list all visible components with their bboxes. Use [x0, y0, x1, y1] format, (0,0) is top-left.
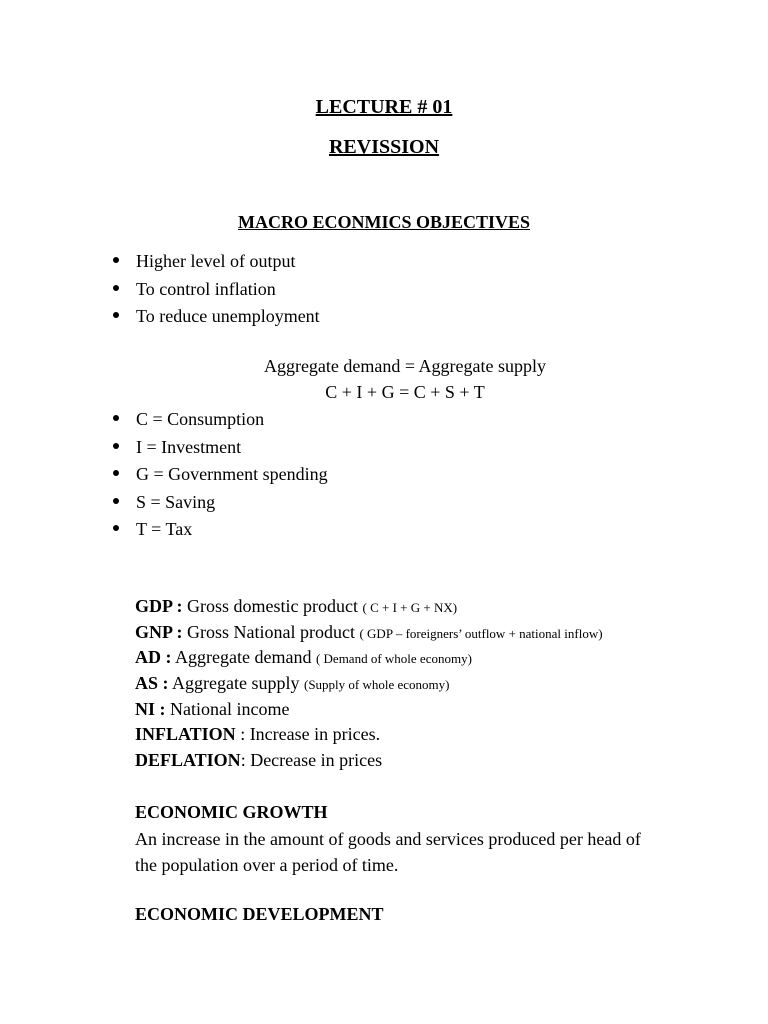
definition-note: ( GDP – foreigners’ outflow + national inflow) [359, 625, 603, 641]
definitions-block [135, 595, 603, 775]
revision-title: REVISSION [328, 136, 440, 158]
definition-row [135, 698, 603, 724]
economic-growth-text: An increase in the amount of goods and services produced per head of the population over a period of time. [135, 829, 641, 875]
definition-row [135, 672, 603, 698]
definition-text: National income [165, 698, 290, 719]
list-item: T = Tax [113, 518, 328, 546]
economic-growth-section [135, 801, 655, 878]
definition-row [135, 621, 603, 647]
objectives-heading: MACRO ECONMICS OBJECTIVES [237, 212, 531, 232]
list-item: S = Saving [113, 491, 328, 519]
definition-note: (Supply of whole economy) [304, 677, 450, 693]
list-item: I = Investment [113, 436, 328, 464]
definition-row [135, 595, 603, 621]
definition-row [135, 749, 603, 775]
definition-text: : Increase in prices. [235, 724, 381, 745]
bullet-icon [113, 312, 119, 318]
definition-text: : Decrease in prices [240, 750, 383, 771]
list-item: Higher level of output [113, 250, 320, 278]
objectives-list [113, 250, 320, 333]
definition-term: DEFLATION [135, 750, 241, 771]
definition-term: NI : [135, 698, 166, 719]
equation-words: Aggregate demand = Aggregate supply [263, 356, 547, 376]
bullet-icon [113, 415, 119, 421]
bullet-icon [113, 525, 119, 531]
economic-growth-heading: ECONOMIC GROWTH [135, 802, 328, 822]
definition-text: Aggregate supply [168, 673, 304, 694]
list-item: C = Consumption [113, 408, 328, 436]
definition-text: Gross domestic product [182, 596, 363, 616]
bullet-icon [113, 443, 119, 449]
equation-symbols: C + I + G = C + S + T [325, 382, 485, 402]
symbols-list [113, 408, 328, 546]
list-item: To control inflation [113, 278, 320, 306]
bullet-icon [113, 257, 119, 263]
definition-term: AD : [135, 647, 172, 668]
lecture-title: LECTURE # 01 [315, 96, 453, 118]
definition-row [135, 646, 603, 672]
definition-note: ( Demand of whole economy) [315, 651, 472, 667]
list-item: To reduce unemployment [113, 305, 320, 333]
definition-row [135, 723, 603, 749]
bullet-icon [113, 470, 119, 476]
list-item: G = Government spending [113, 463, 328, 491]
definition-note: ( C + I + G + NX) [362, 600, 458, 615]
definition-term: AS : [135, 673, 169, 694]
definition-text: Aggregate demand [171, 647, 316, 668]
bullet-icon [113, 498, 119, 504]
definition-term: GDP : [135, 596, 183, 616]
bullet-icon [113, 285, 119, 291]
definition-term: GNP : [135, 621, 183, 642]
economic-development-heading: ECONOMIC DEVELOPMENT [135, 904, 384, 924]
definition-text: Gross National product [182, 621, 360, 642]
economic-development-section [135, 903, 384, 925]
definition-term: INFLATION [135, 724, 236, 745]
